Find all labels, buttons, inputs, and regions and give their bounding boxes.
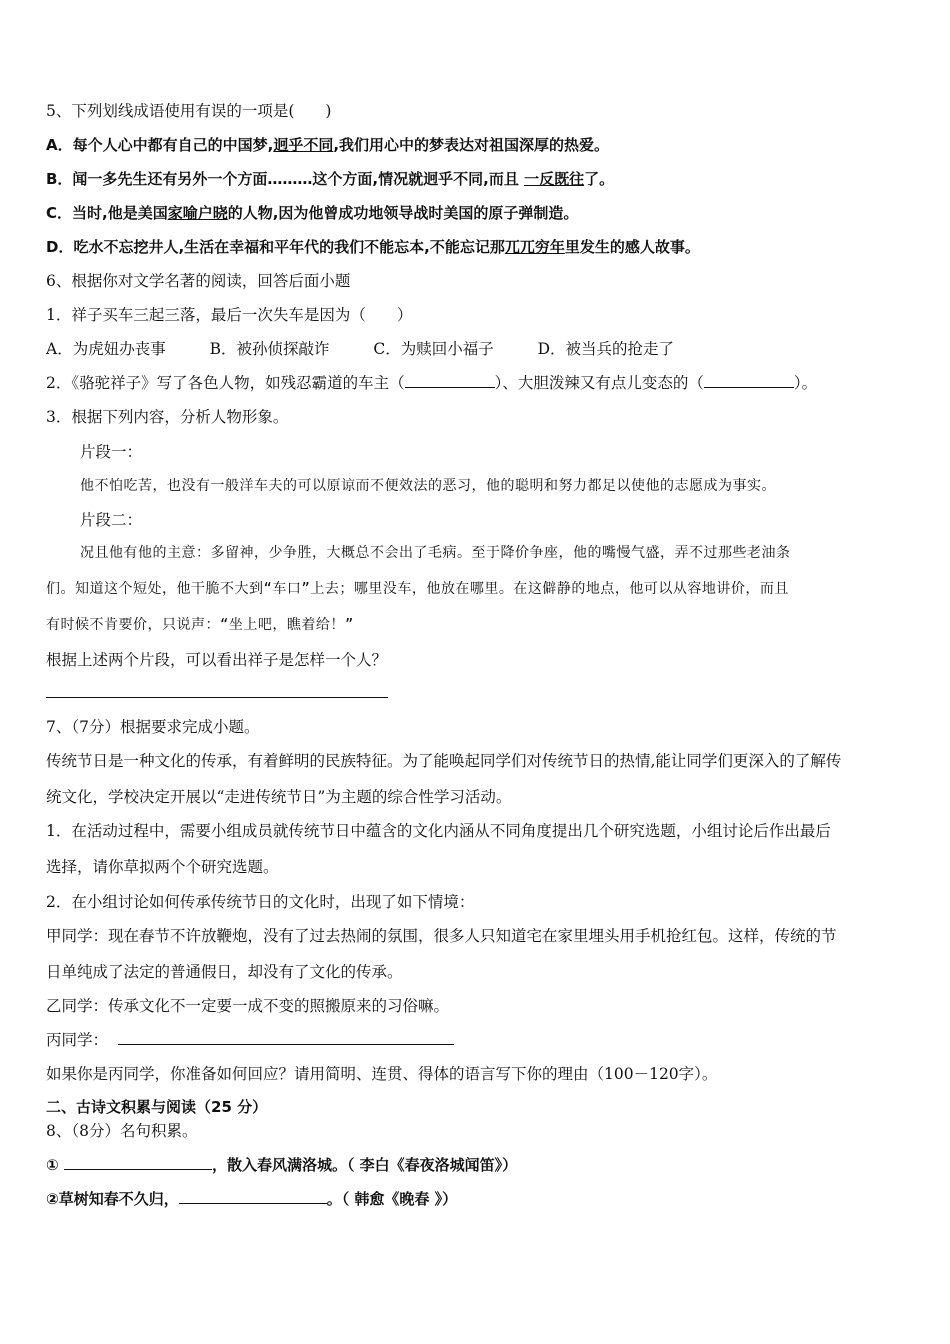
q6-option-b: B．被孙侦探敲诈 — [209, 340, 330, 358]
q6-title: 6、根据你对文学名著的阅读，回答后面小题 — [46, 272, 351, 290]
q5-option-c: C．当时,他是美国家喻户晓的人物,因为他曾成功地领导战时美国的原子弹制造。 — [46, 204, 579, 222]
q6-sub1-options — [46, 338, 674, 360]
q6-sub1: 1．祥子买车三起三落，最后一次失车是因为（ ） — [46, 306, 413, 324]
q8-line1: ① ，散入春风满洛城。（ 李白《春夜洛城闻笛》） — [46, 1156, 518, 1174]
q8-title: 8、（8分）名句积累。 — [46, 1122, 198, 1140]
q7-intro-line1: 传统节日是一种文化的传承，有着鲜明的民族特征。为了能唤起同学们对传统节日的热情,能让同学们更深入的了解传 — [46, 752, 842, 770]
q6-sub2: 2．《骆驼祥子》写了各色人物，如残忍霸道的车主（ ）、大胆泼辣又有点儿变态的（ ）。 — [46, 374, 818, 392]
q5-option-a: A．每个人心中都有自己的中国梦,迥乎不同,我们用心中的梦表达对祖国深厚的热爱。 — [46, 136, 610, 154]
fragment2-line1: 况且他有他的主意：多留神，少争胜，大概总不会出了毛病。至于降价争座，他的嘴慢气盛，弄不过那些老油条 — [80, 545, 791, 561]
q5-option-b: B．闻一多先生还有另外一个方面………这个方面,情况就迥乎不同,而且 一反既往了。 — [46, 170, 615, 188]
q7-title: 7、（7分）根据要求完成小题。 — [46, 718, 260, 736]
answer-blank[interactable] — [405, 372, 495, 388]
section2-title: 二、古诗文积累与阅读（25 分） — [46, 1098, 268, 1116]
fragment2-line3: 有时候不肯要价，只说声：“坐上吧，瞧着给！” — [46, 617, 354, 633]
answer-blank[interactable] — [179, 1188, 327, 1204]
q6-option-a: A．为虎妞办丧事 — [46, 340, 166, 358]
student-jia-line1: 甲同学：现在春节不许放鞭炮，没有了过去热闹的氛围，很多人只知道宅在家里埋头用手机抢红包。这样，传统的节 — [46, 927, 837, 945]
fragment2-line2: 们。知道这个短处，他干脆不大到“车口”上去；哪里没车，他放在哪里。在这僻静的地点，他可以从容地讲价，而且 — [46, 581, 789, 597]
answer-blank[interactable] — [64, 1154, 212, 1170]
student-jia-line2: 日单纯成了法定的普通假日，却没有了文化的传承。 — [46, 963, 403, 981]
q7-sub2-question: 如果你是丙同学，你准备如何回应？请用简明、连贯、得体的语言写下你的理由（100－120字）。 — [46, 1065, 718, 1083]
q6-sub3-question: 根据上述两个片段，可以看出祥子是怎样一个人？ — [46, 651, 388, 669]
answer-blank[interactable] — [118, 1029, 454, 1045]
q7-sub2: 2．在小组讨论如何传承传统节日的文化时，出现了如下情境： — [46, 893, 475, 911]
q6-option-c: C．为赎回小福子 — [373, 340, 494, 358]
fragment1-label: 片段一： — [80, 443, 143, 461]
student-yi: 乙同学：传承文化不一定要一成不变的照搬原来的习俗嘛。 — [46, 997, 450, 1015]
q5-title: 5、下列划线成语使用有误的一项是( ) — [46, 102, 332, 120]
student-bing: 丙同学： — [46, 1029, 454, 1051]
q5-option-d: D．吃水不忘挖井人,生活在幸福和平年代的我们不能忘本,不能忘记那兀兀穷年里发生的感人故事。 — [46, 238, 700, 256]
q6-sub3: 3．根据下列内容，分析人物形象。 — [46, 408, 289, 426]
fragment1-text: 他不怕吃苦，也没有一般洋车夫的可以原谅而不便效法的恶习，他的聪明和努力都足以使他的志愿成为事实。 — [80, 478, 776, 494]
answer-blank[interactable] — [704, 372, 794, 388]
q7-intro-line2: 统文化，学校决定开展以“走进传统节日”为主题的综合性学习活动。 — [46, 788, 512, 806]
q6-option-d: D．被当兵的抢走了 — [537, 340, 675, 358]
q7-sub1-line1: 1．在活动过程中，需要小组成员就传统节日中蕴含的文化内涵从不同角度提出几个研究选题，小组讨论后作出最后 — [46, 822, 831, 840]
q8-line2: ②草树知春不久归， 。（ 韩愈《晚春 》） — [46, 1190, 458, 1208]
fragment2-label: 片段二： — [80, 511, 143, 529]
answer-line[interactable] — [46, 697, 388, 698]
q7-sub1-line2: 选择，请你草拟两个个研究选题。 — [46, 858, 279, 876]
